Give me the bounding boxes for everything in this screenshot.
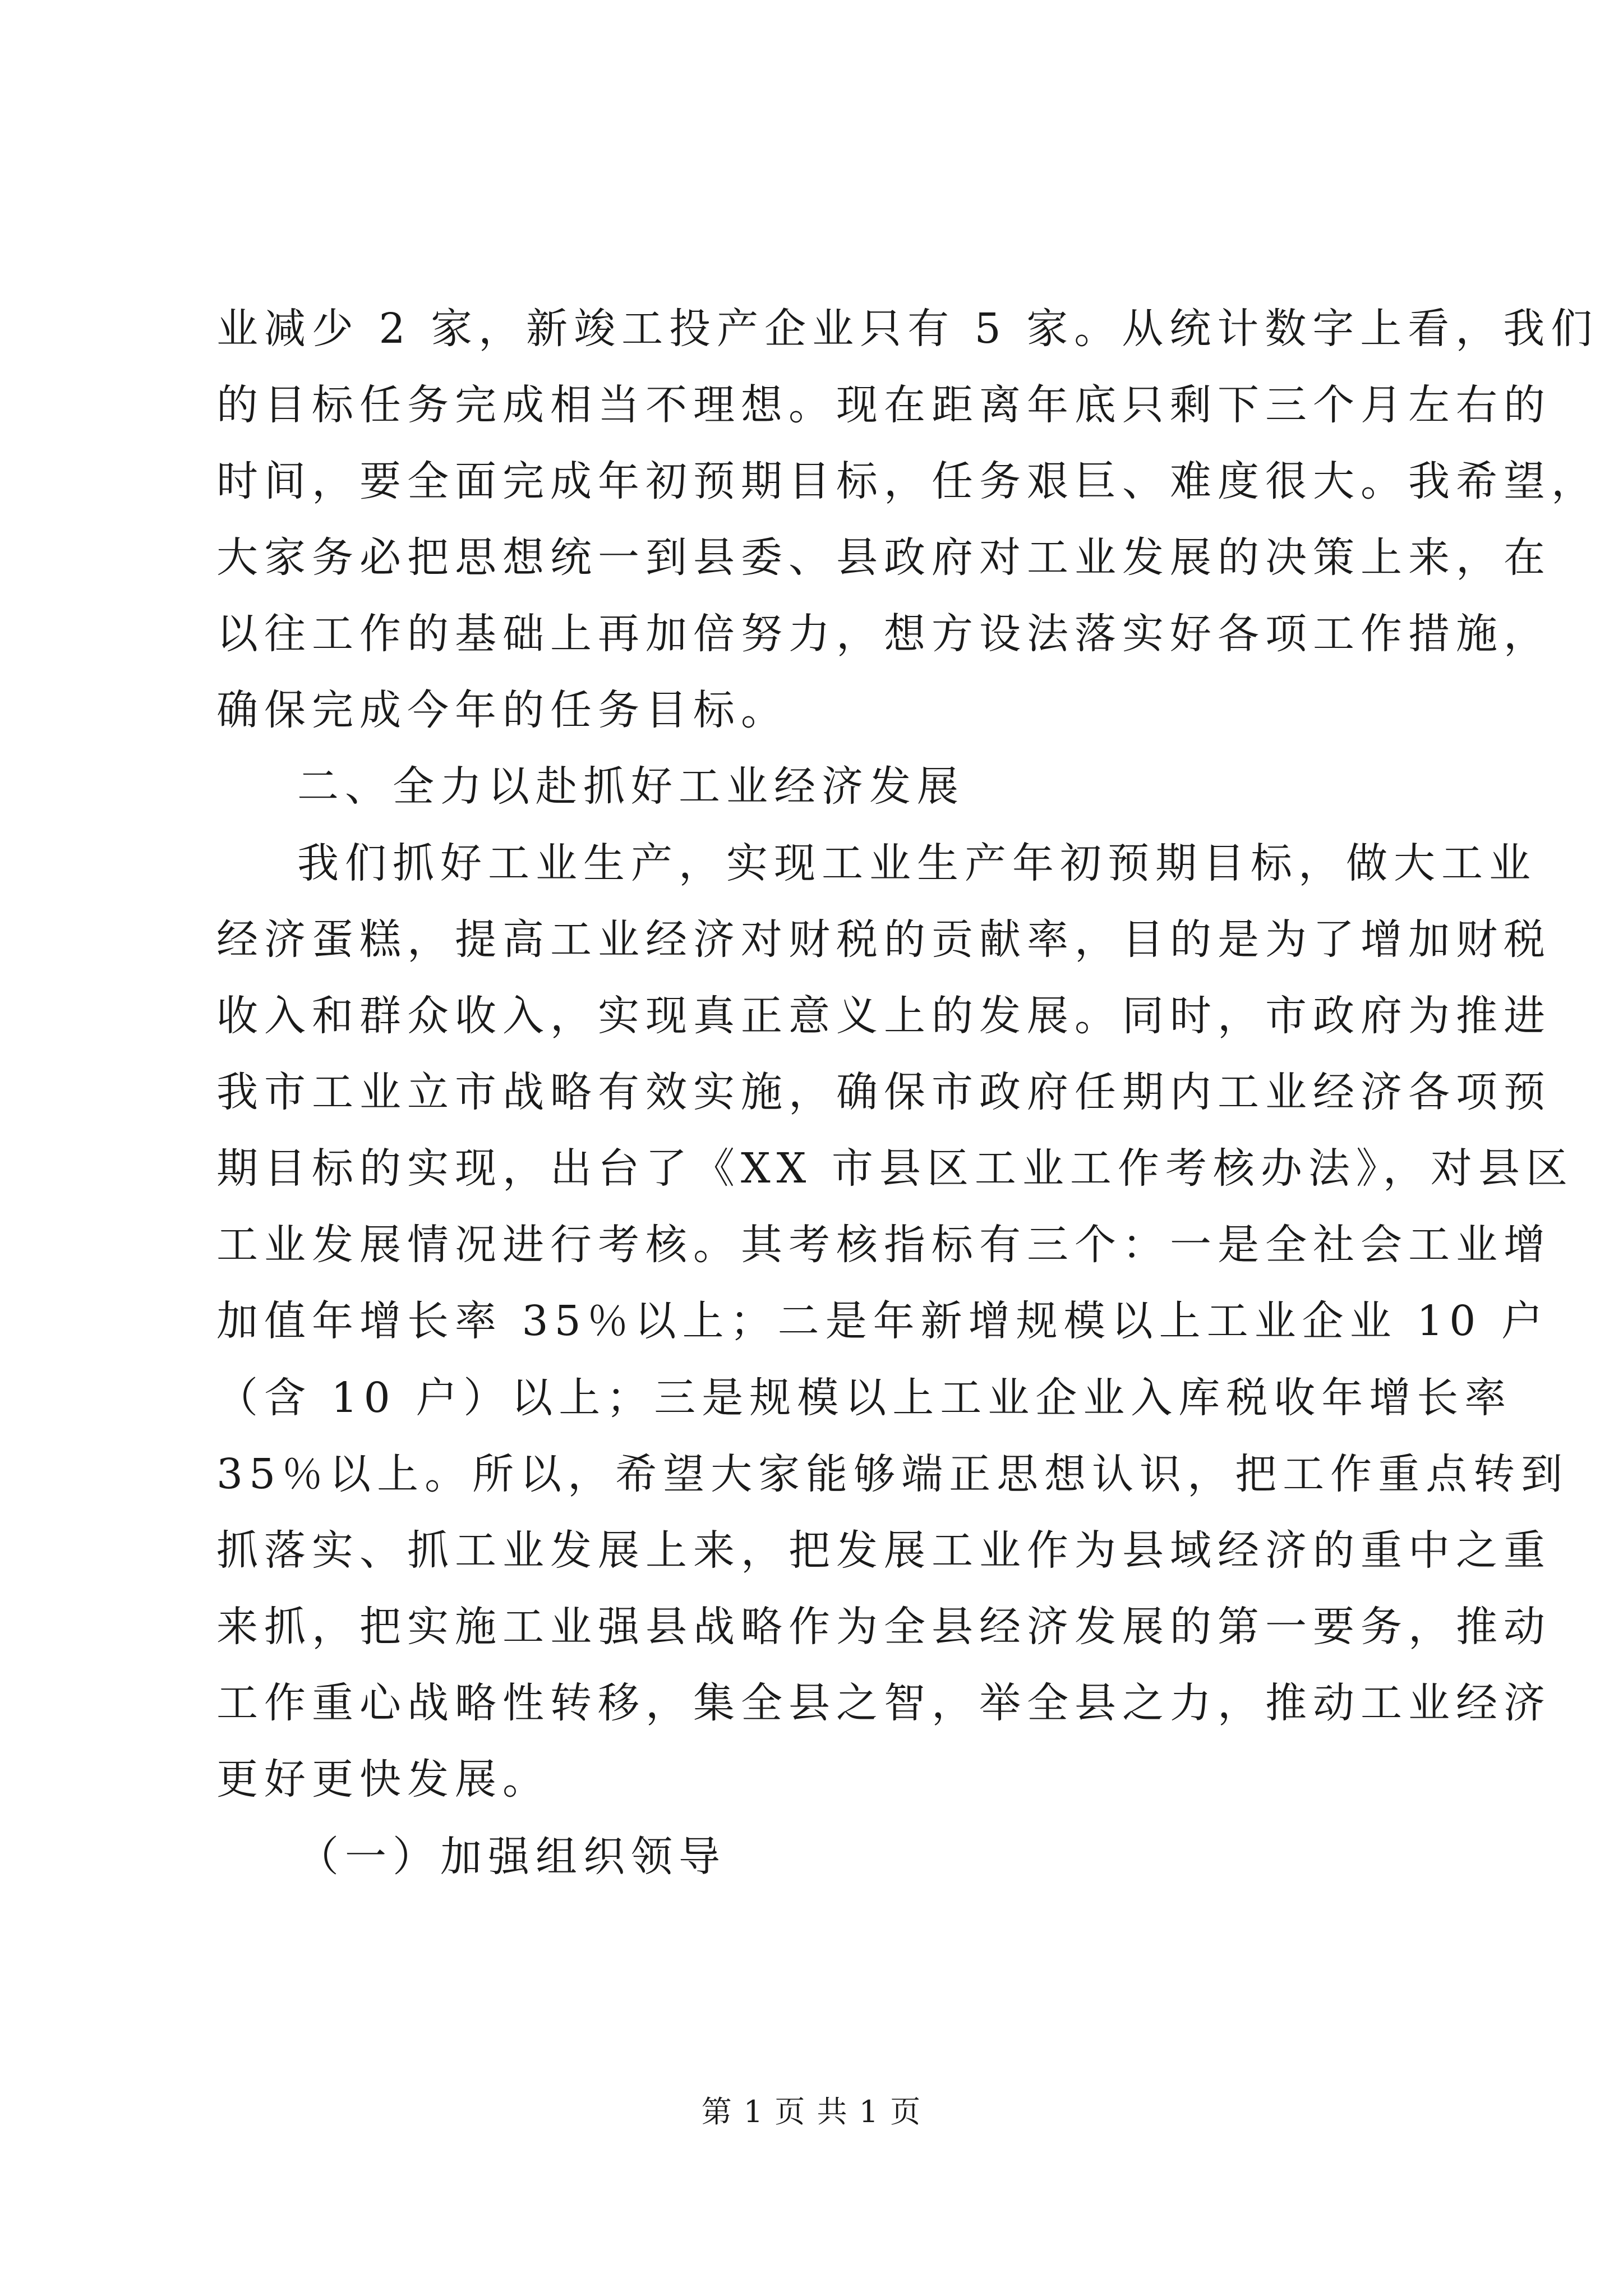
body-text-line: 收入和群众收入，实现真正意义上的发展。同时，市政府为推进 xyxy=(216,992,1551,1040)
body-text-line: 时间，要全面完成年初预期目标，任务艰巨、难度很大。我希望， xyxy=(216,457,1599,505)
body-text-line: （含 10 户）以上；三是规模以上工业企业入库税收年增长率 xyxy=(216,1374,1513,1422)
body-text-line: 经济蛋糕，提高工业经济对财税的贡献率，目的是为了增加财税 xyxy=(216,915,1551,964)
page-footer: 第 1 页 共 1 页 xyxy=(701,2094,922,2129)
body-text-line: 以往工作的基础上再加倍努力，想方设法落实好各项工作措施， xyxy=(216,610,1551,658)
body-text-line: 更好更快发展。 xyxy=(216,1755,550,1803)
subsection-heading: （一）加强组织领导 xyxy=(297,1833,726,1881)
body-text-line: 35％以上。所以，希望大家能够端正思想认识，把工作重点转到 xyxy=(216,1450,1569,1498)
body-text-line: 大家务必把思想统一到县委、县政府对工业发展的决策上来，在 xyxy=(216,533,1551,582)
body-text-line: 期目标的实现，出台了《XX 市县区工业工作考核办法》，对县区 xyxy=(216,1144,1574,1193)
body-text-line: 的目标任务完成相当不理想。现在距离年底只剩下三个月左右的 xyxy=(216,381,1551,429)
body-text-line: 工业发展情况进行考核。其考核指标有三个：一是全社会工业增 xyxy=(216,1221,1551,1269)
section-heading: 二、全力以赴抓好工业经济发展 xyxy=(297,762,965,811)
body-text-line: 来抓，把实施工业强县战略作为全县经济发展的第一要务，推动 xyxy=(216,1603,1551,1651)
body-text-line: 工作重心战略性转移，集全县之智，举全县之力，推动工业经济 xyxy=(216,1679,1551,1727)
body-text-line: 确保完成今年的任务目标。 xyxy=(216,686,789,734)
body-text-line: 我们抓好工业生产，实现工业生产年初预期目标，做大工业 xyxy=(297,839,1537,887)
body-text-line: 抓落实、抓工业发展上来，把发展工业作为县域经济的重中之重 xyxy=(216,1526,1551,1575)
body-text-line: 我市工业立市战略有效实施，确保市政府任期内工业经济各项预 xyxy=(216,1068,1551,1116)
body-text-line: 业减少 2 家，新竣工投产企业只有 5 家。从统计数字上看，我们 xyxy=(216,305,1599,353)
body-text-line: 加值年增长率 35％以上；二是年新增规模以上工业企业 10 户 xyxy=(216,1297,1549,1345)
